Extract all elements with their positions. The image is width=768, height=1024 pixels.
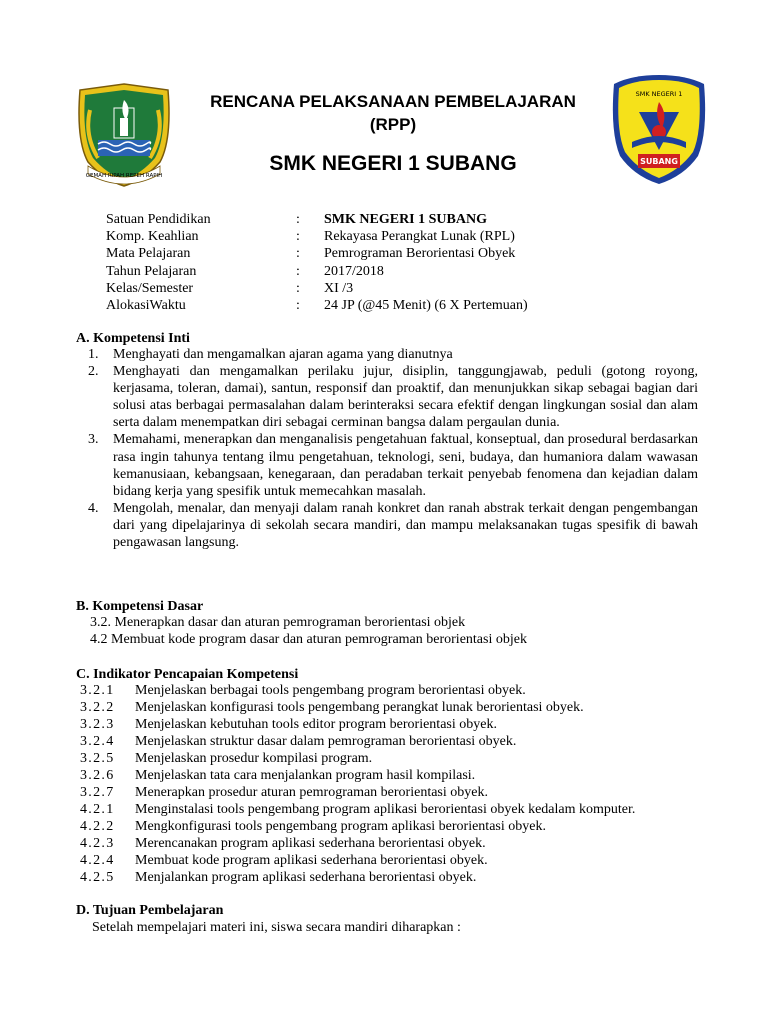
list-item: [88, 431, 698, 499]
indicator-code: 3.2.4: [80, 734, 115, 749]
identity-row: [106, 245, 586, 262]
list-item: [80, 750, 720, 767]
indicator-text: Menjelaskan prosedur kompilasi program.: [135, 751, 373, 766]
list-item: [80, 699, 720, 716]
indicator-text: Membuat kode program aplikasi sederhana berorientasi obyek.: [135, 853, 488, 868]
section-heading-indikator: C. Indikator Pencapaian Kompetensi: [76, 667, 299, 682]
indicator-code: 4.2.4: [80, 853, 115, 868]
indicator-text: Mengkonfigurasi tools pengembang program aplikasi berorientasi obyek.: [135, 819, 546, 834]
identity-value: 2017/2018: [324, 263, 384, 279]
indicator-code: 3.2.2: [80, 700, 115, 715]
indicator-code: 4.2.2: [80, 819, 115, 834]
kompetensi-inti-list: [88, 346, 698, 551]
identity-row: [106, 263, 586, 280]
list-item: [80, 869, 720, 886]
identity-row: [106, 297, 586, 314]
identity-label: Satuan Pendidikan: [106, 212, 211, 227]
identity-row: [106, 280, 586, 297]
identity-label: Tahun Pelajaran: [106, 263, 197, 279]
indicator-text: Menjelaskan berbagai tools pengembang program berorientasi obyek.: [135, 683, 526, 698]
identity-value: SMK NEGERI 1 SUBANG: [324, 212, 487, 227]
list-item: 4.2 Membuat kode program dasar dan aturan pemrograman berorientasi objek: [90, 632, 527, 648]
list-item-number: 1.: [88, 347, 99, 362]
list-item: [80, 818, 720, 835]
indicator-code: 3.2.5: [80, 751, 115, 766]
right-logo-top-text: SMK NEGERI 1: [635, 90, 683, 98]
identity-label: AlokasiWaktu: [106, 297, 186, 313]
indicator-code: 3.2.3: [80, 717, 115, 732]
identity-table: [106, 211, 586, 314]
list-item: [80, 682, 720, 699]
indicator-text: Menjelaskan tata cara menjalankan program hasil kompilasi.: [135, 768, 476, 783]
identity-label: Komp. Keahlian: [106, 229, 199, 245]
identity-row: [106, 211, 586, 228]
indicator-text: Menjelaskan kebutuhan tools editor program berorientasi obyek.: [135, 717, 497, 732]
list-item-number: 4.: [88, 500, 99, 516]
indicator-code: 3.2.1: [80, 683, 115, 698]
indicator-code: 3.2.6: [80, 768, 115, 783]
document-title-line1: RENCANA PELAKSANAAN PEMBELAJARAN: [210, 92, 576, 111]
section-heading-kompetensi-inti: A. Kompetensi Inti: [76, 331, 190, 346]
indicator-code: 4.2.3: [80, 836, 115, 851]
identity-row: [106, 228, 586, 245]
list-item: [80, 801, 720, 818]
indicator-code: 3.2.7: [80, 785, 115, 800]
indicator-text: Menginstalasi tools pengembang program aplikasi berorientasi obyek kedalam komputer.: [135, 802, 636, 817]
left-logo-motto: GEMAH RIPAH REPEH RAPIH: [85, 173, 163, 179]
indicator-code: 4.2.5: [80, 870, 115, 885]
identity-separator: :: [296, 263, 300, 279]
indikator-list: [80, 682, 720, 886]
right-logo-bottom-text: SUBANG: [640, 157, 678, 166]
smkn1-subang-logo: [604, 72, 714, 187]
list-item: [88, 346, 698, 363]
list-item-text: Memahami, menerapkan dan menganalisis pengetahuan faktual, konseptual, dan prosedural berdasarkan rasa ingin tahunya tentang ilmu pengetahuan, teknologi, seni, budaya, dan humaniora dalam wawasan kemanusiaan, kebangsaan, kenegaraan, dan peradaban terkait penyebab fenomena dan kejadian dalam bidang kerja yang spesifik untuk memecahkan masalah.: [113, 432, 698, 499]
tujuan-intro: Setelah mempelajari materi ini, siswa secara mandiri diharapkan :: [92, 920, 461, 935]
identity-value: Pemrograman Berorientasi Obyek: [324, 246, 516, 262]
section-heading-tujuan: D. Tujuan Pembelajaran: [76, 903, 224, 918]
indicator-text: Merencanakan program aplikasi sederhana berorientasi obyek.: [135, 836, 486, 851]
identity-value: Rekayasa Perangkat Lunak (RPL): [324, 229, 515, 245]
list-item: [80, 767, 720, 784]
identity-separator: :: [296, 229, 300, 245]
list-item: [80, 716, 720, 733]
identity-separator: :: [296, 212, 300, 227]
list-item-number: 3.: [88, 432, 99, 448]
identity-label: Kelas/Semester: [106, 280, 194, 296]
identity-separator: :: [296, 297, 300, 313]
list-item: [80, 835, 720, 852]
kompetensi-dasar-list: [90, 614, 710, 648]
identity-separator: :: [296, 246, 300, 262]
indicator-text: Menjelaskan konfigurasi tools pengembang perangkat lunak berorientasi obyek.: [135, 700, 584, 715]
identity-separator: :: [296, 280, 300, 296]
indicator-code: 4.2.1: [80, 802, 115, 817]
list-item: [88, 363, 698, 431]
list-item: 3.2. Menerapkan dasar dan aturan pemrograman berorientasi objek: [90, 615, 466, 630]
list-item-text: Menghayati dan mengamalkan perilaku jujur, disiplin, tanggungjawab, peduli (gotong royong, kerjasama, toleran, damai), santun, responsif dan proaktif, dan menunjukkan sikap sebagai bagian dari solusi atas berbagai permasalahan dalam berinteraksi secara efektif dengan lingkungan sosial dan alam serta dalam menempatkan diri sebagai cerminan bangsa dalam pergaulan dunia.: [113, 364, 698, 431]
indicator-text: Menjalankan program aplikasi sederhana berorientasi obyek.: [135, 870, 477, 885]
document-title-line2: (RPP): [369, 115, 417, 134]
list-item-text: Mengolah, menalar, dan menyaji dalam ranah konkret dan ranah abstrak terkait dengan pengembangan dari yang dipelajarinya di sekolah secara mandiri, dan mampu melaksanakan tugas spesifik di bawah pengawasan langsung.: [113, 500, 698, 551]
indicator-text: Menjelaskan struktur dasar dalam pemrograman berorientasi obyek.: [135, 734, 517, 749]
identity-label: Mata Pelajaran: [106, 246, 191, 262]
identity-value: 24 JP (@45 Menit) (6 X Pertemuan): [324, 297, 528, 313]
school-name-heading: SMK NEGERI 1 SUBANG: [269, 152, 517, 175]
list-item: [80, 784, 720, 801]
west-java-emblem-logo: [68, 80, 180, 190]
identity-value: XI /3: [324, 280, 354, 296]
list-item: [80, 733, 720, 750]
section-heading-kompetensi-dasar: B. Kompetensi Dasar: [76, 599, 204, 614]
list-item: [80, 852, 720, 869]
list-item: [88, 500, 698, 551]
list-item-text: Menghayati dan mengamalkan ajaran agama yang dianutnya: [113, 347, 453, 362]
list-item-number: 2.: [88, 364, 99, 380]
indicator-text: Menerapkan prosedur aturan pemrograman berorientasi obyek.: [135, 785, 488, 800]
